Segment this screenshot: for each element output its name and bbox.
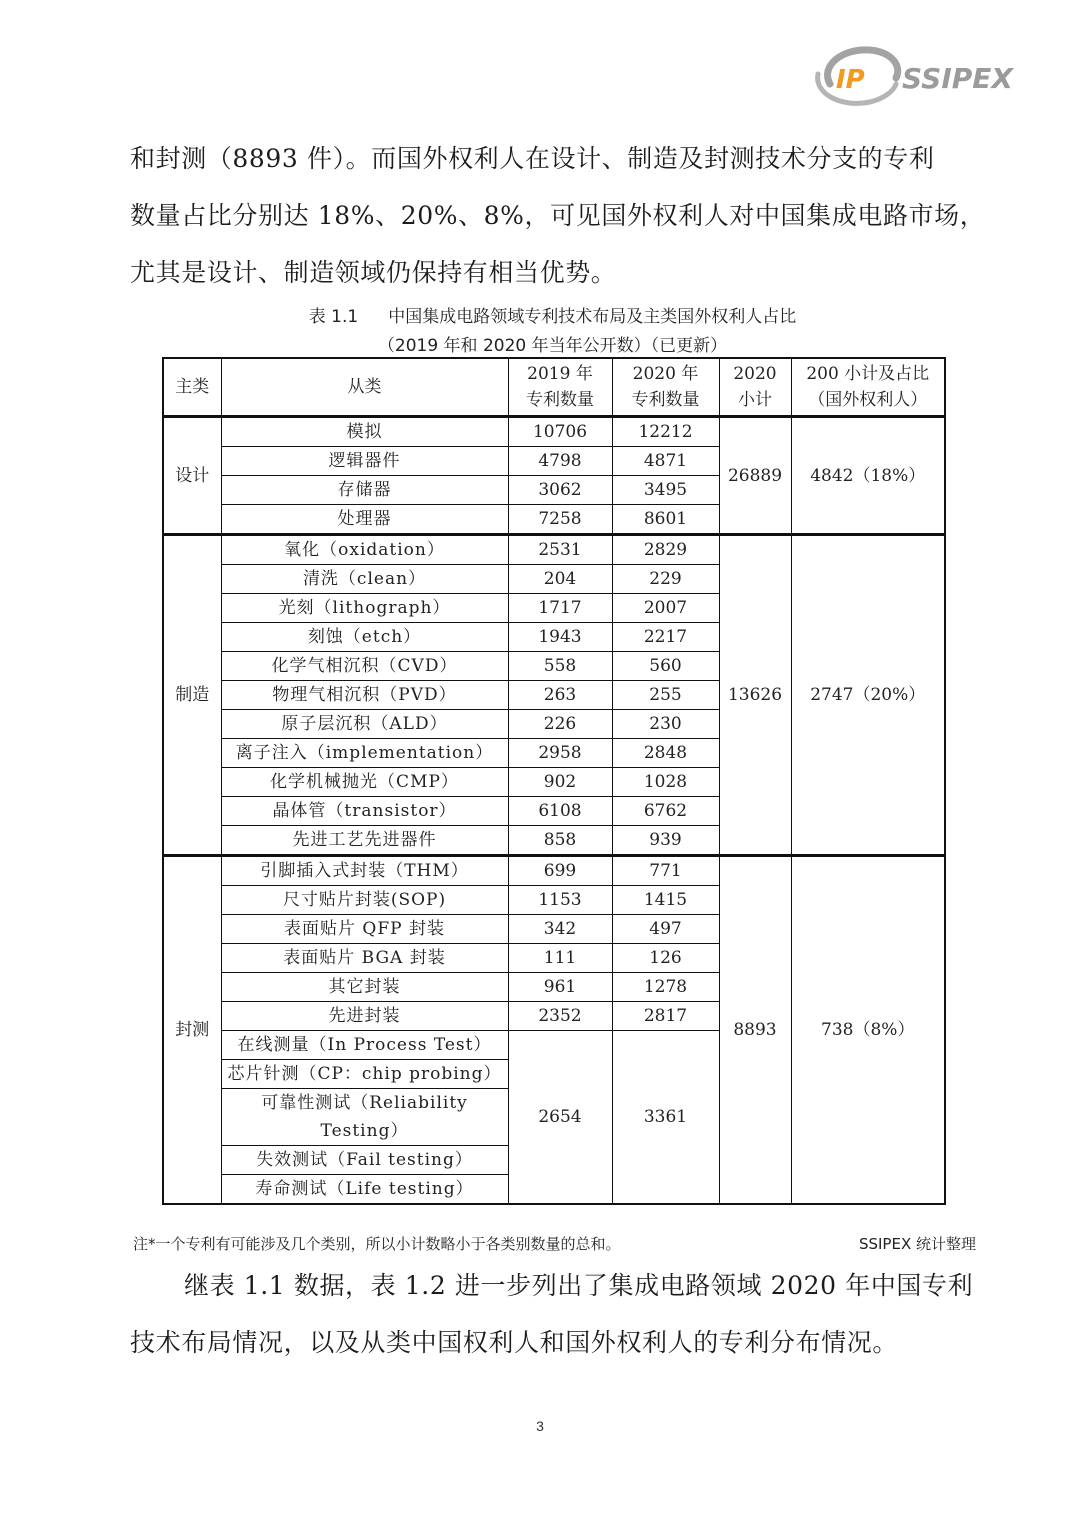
- count-2020-cell: 771: [612, 856, 719, 886]
- count-2020-cell: 230: [612, 710, 719, 739]
- count-2020-cell: 12212: [612, 417, 719, 447]
- table-note: [133, 1233, 976, 1254]
- header-foreign-share: 200 小计及占比 （国外权利人）: [791, 358, 945, 417]
- count-2020-cell: 2848: [612, 739, 719, 768]
- paragraph-line: 尤其是设计、制造领域仍保持有相当优势。: [130, 258, 617, 287]
- header-main-category: 主类: [163, 358, 221, 417]
- count-2019-cell: 342: [508, 915, 612, 944]
- count-2020-cell: 6762: [612, 797, 719, 826]
- header-sub-category: 从类: [221, 358, 508, 417]
- count-2019-cell: 7258: [508, 505, 612, 535]
- sub-category-cell: 离子注入（implementation）: [221, 739, 508, 768]
- count-2019-cell: 1153: [508, 886, 612, 915]
- sub-category-cell: 原子层沉积（ALD）: [221, 710, 508, 739]
- ssipex-logo: [812, 44, 1017, 110]
- page-number: 3: [536, 1418, 544, 1434]
- subtotal-cell: 26889: [719, 417, 791, 535]
- count-2019-cell: 961: [508, 973, 612, 1002]
- count-2019-cell: 1943: [508, 623, 612, 652]
- sub-category-cell: 在线测量（In Process Test）: [221, 1031, 508, 1060]
- sub-category-cell: 先进封装: [221, 1002, 508, 1031]
- svg-text:SSIPEX: SSIPEX: [902, 62, 1013, 95]
- main-category-cell: 设计: [163, 417, 221, 535]
- count-2020-cell: 126: [612, 944, 719, 973]
- table-title: 中国集成电路领域专利技术布局及主类国外权利人占比: [388, 307, 797, 327]
- table-caption: [160, 302, 945, 327]
- body-paragraph-top: [130, 130, 986, 301]
- count-2019-cell: 558: [508, 652, 612, 681]
- count-2020-cell: 4871: [612, 447, 719, 476]
- count-2020-cell: 560: [612, 652, 719, 681]
- count-2019-cell: 1717: [508, 594, 612, 623]
- paragraph-line: 继表 1.1 数据，表 1.2 进一步列出了集成电路领域 2020 年中国专利: [184, 1271, 974, 1300]
- sub-category-cell: 尺寸贴片封装(SOP): [221, 886, 508, 915]
- sub-category-cell: 处理器: [221, 505, 508, 535]
- svg-text:IP: IP: [836, 65, 865, 95]
- sub-category-cell: 氧化（oxidation）: [221, 535, 508, 565]
- patent-layout-table: [162, 357, 946, 1205]
- main-category-cell: 封测: [163, 856, 221, 1205]
- count-2019-cell: 3062: [508, 476, 612, 505]
- count-2020-cell: 2007: [612, 594, 719, 623]
- count-2020-cell: 229: [612, 565, 719, 594]
- count-2019-cell: 699: [508, 856, 612, 886]
- foreign-share-cell: 4842（18%）: [791, 417, 945, 535]
- count-2020-cell: 3361: [612, 1031, 719, 1205]
- subtotal-cell: 8893: [719, 856, 791, 1205]
- paragraph-line: 数量占比分别达 18%、20%、8%，可见国外权利人对中国集成电路市场，: [130, 201, 986, 230]
- subtotal-cell: 13626: [719, 535, 791, 856]
- count-2019-cell: 2531: [508, 535, 612, 565]
- count-2020-cell: 1028: [612, 768, 719, 797]
- sub-category-cell: 化学气相沉积（CVD）: [221, 652, 508, 681]
- count-2020-cell: 1415: [612, 886, 719, 915]
- sub-category-cell: 清洗（clean）: [221, 565, 508, 594]
- sub-category-cell: 引脚插入式封装（THM）: [221, 856, 508, 886]
- count-2020-cell: 1278: [612, 973, 719, 1002]
- count-2020-cell: 2217: [612, 623, 719, 652]
- sub-category-cell: 化学机械抛光（CMP）: [221, 768, 508, 797]
- sub-category-cell: 存储器: [221, 476, 508, 505]
- count-2020-cell: 2829: [612, 535, 719, 565]
- count-2019-cell: 10706: [508, 417, 612, 447]
- sub-category-cell: 光刻（lithograph）: [221, 594, 508, 623]
- sub-category-cell: 物理气相沉积（PVD）: [221, 681, 508, 710]
- count-2019-cell: 2958: [508, 739, 612, 768]
- body-paragraph-bottom: [130, 1257, 980, 1371]
- count-2019-cell: 226: [508, 710, 612, 739]
- main-category-cell: 制造: [163, 535, 221, 856]
- paragraph-line: 和封测（8893 件）。而国外权利人在设计、制造及封测技术分支的专利: [130, 144, 935, 173]
- sub-category-cell: 刻蚀（etch）: [221, 623, 508, 652]
- count-2019-cell: 902: [508, 768, 612, 797]
- sub-category-cell: 逻辑器件: [221, 447, 508, 476]
- sub-category-cell: 表面贴片 BGA 封装: [221, 944, 508, 973]
- count-2020-cell: 255: [612, 681, 719, 710]
- count-2019-cell: 263: [508, 681, 612, 710]
- foreign-share-cell: 738（8%）: [791, 856, 945, 1205]
- note-source: SSIPEX 统计整理: [858, 1235, 976, 1253]
- paragraph-line: 技术布局情况，以及从类中国权利人和国外权利人的专利分布情况。: [130, 1328, 899, 1357]
- count-2019-cell: 111: [508, 944, 612, 973]
- count-2019-cell: 2654: [508, 1031, 612, 1205]
- table-label: 表 1.1: [308, 307, 359, 327]
- sub-category-cell: 模拟: [221, 417, 508, 447]
- table-row: [163, 535, 945, 565]
- count-2019-cell: 6108: [508, 797, 612, 826]
- sub-category-cell: 晶体管（transistor）: [221, 797, 508, 826]
- count-2019-cell: 858: [508, 826, 612, 856]
- foreign-share-cell: 2747（20%）: [791, 535, 945, 856]
- count-2019-cell: 4798: [508, 447, 612, 476]
- ssipex-logo-icon: [812, 44, 1017, 110]
- header-2019-count: 2019 年 专利数量: [508, 358, 612, 417]
- count-2019-cell: 204: [508, 565, 612, 594]
- table-subtitle: （2019 年和 2020 年当年公开数）（已更新）: [377, 336, 728, 356]
- table-row: [163, 856, 945, 886]
- sub-category-cell: 芯片针测（CP：chip probing）: [221, 1060, 508, 1089]
- count-2019-cell: 2352: [508, 1002, 612, 1031]
- table-header-row: [163, 358, 945, 417]
- sub-category-cell: 失效测试（Fail testing）: [221, 1146, 508, 1175]
- header-2020-count: 2020 年 专利数量: [612, 358, 719, 417]
- table-row: [163, 417, 945, 447]
- count-2020-cell: 497: [612, 915, 719, 944]
- note-text: 注*一个专利有可能涉及几个类别，所以小计数略小于各类别数量的总和。: [133, 1235, 621, 1253]
- sub-category-cell: 先进工艺先进器件: [221, 826, 508, 856]
- count-2020-cell: 3495: [612, 476, 719, 505]
- sub-category-cell: 其它封装: [221, 973, 508, 1002]
- count-2020-cell: 939: [612, 826, 719, 856]
- sub-category-cell: 表面贴片 QFP 封装: [221, 915, 508, 944]
- count-2020-cell: 2817: [612, 1002, 719, 1031]
- sub-category-cell: 寿命测试（Life testing）: [221, 1175, 508, 1205]
- count-2020-cell: 8601: [612, 505, 719, 535]
- sub-category-cell: 可靠性测试（Reliability Testing）: [221, 1089, 508, 1146]
- header-2020-subtotal: 2020 小计: [719, 358, 791, 417]
